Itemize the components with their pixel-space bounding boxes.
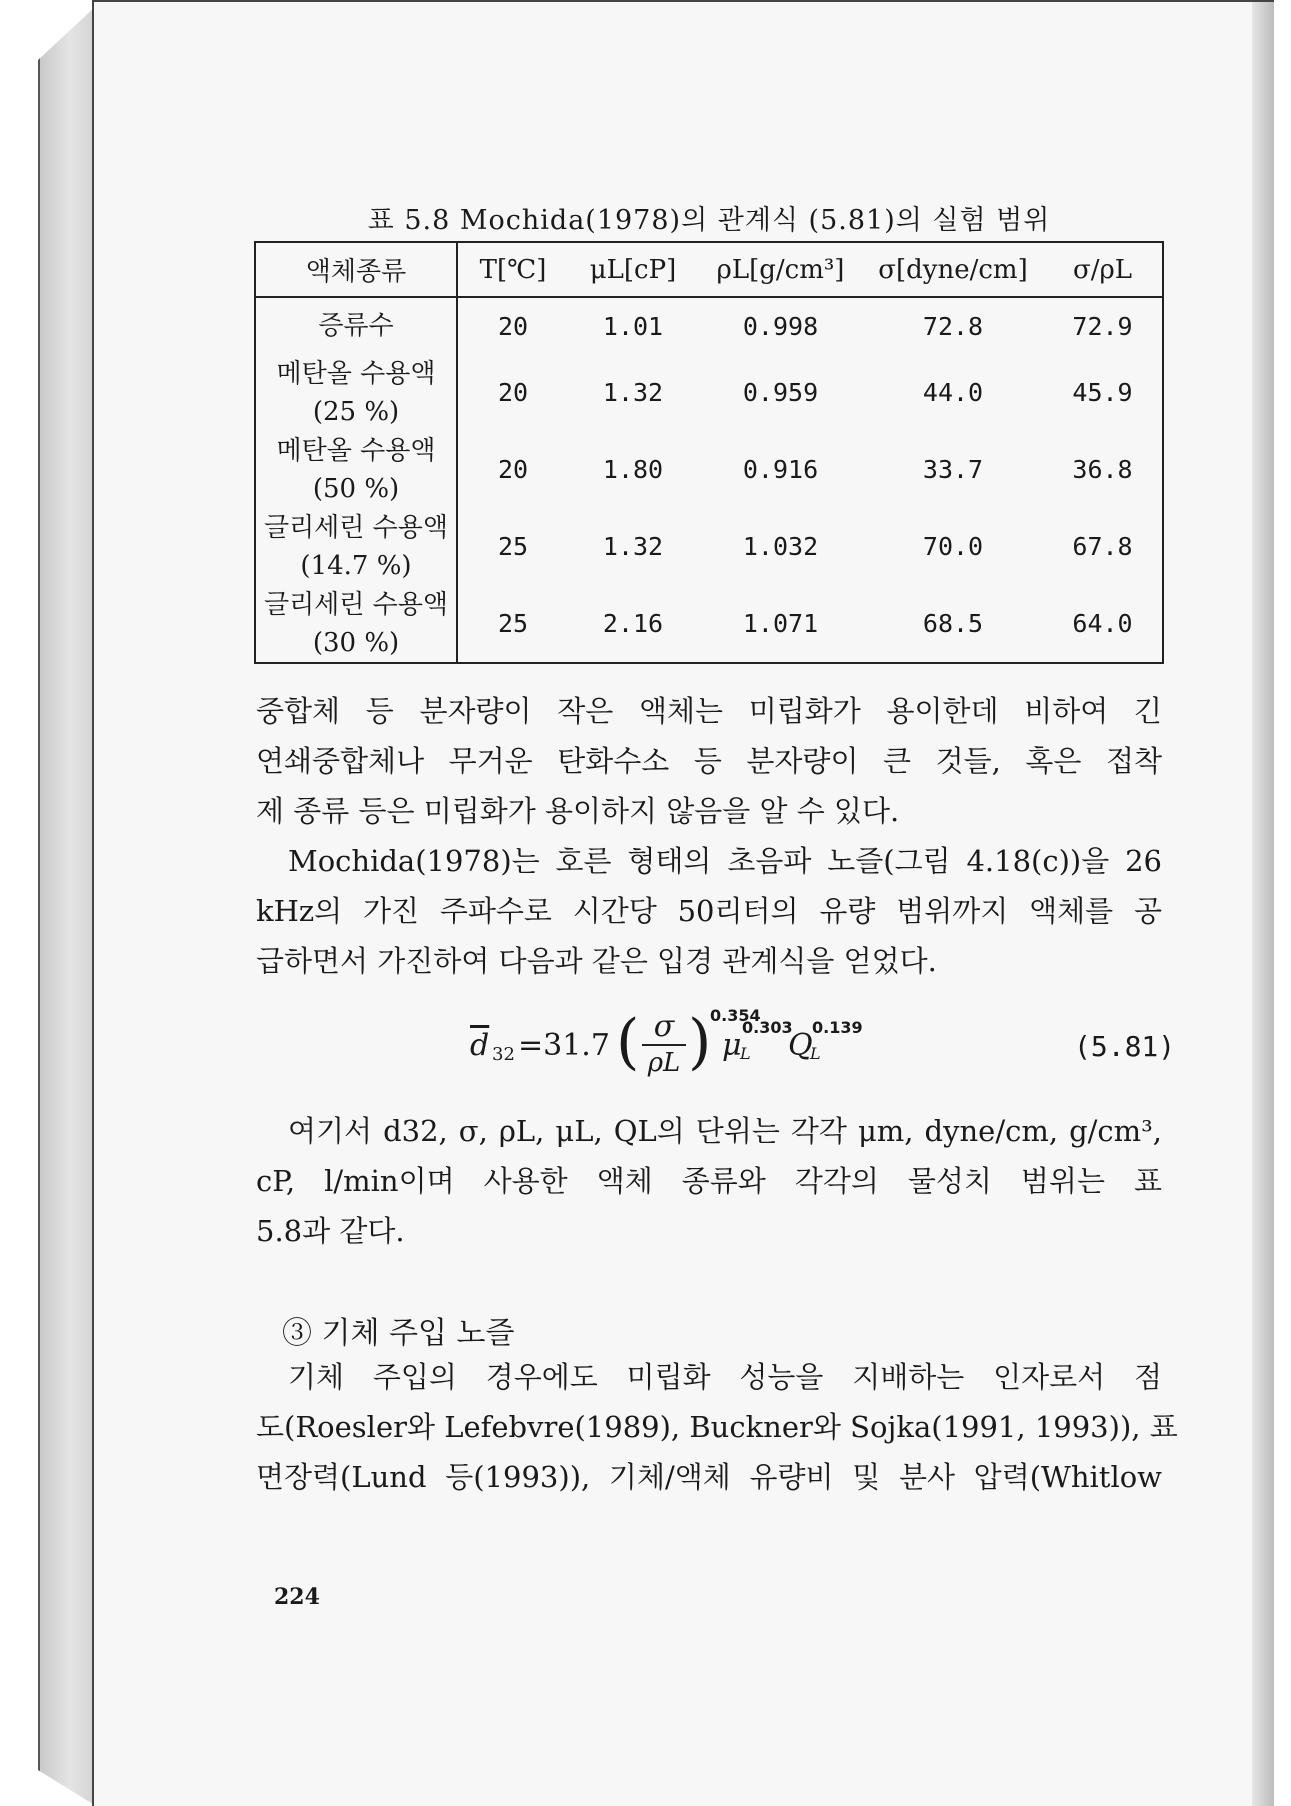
cell-ratio: 64.0: [1072, 609, 1133, 638]
eq-q-sub: L: [810, 1044, 821, 1063]
book-spine: [38, 6, 96, 1806]
cell-surface-tension: 68.5: [922, 609, 984, 638]
page-number: 224: [274, 1584, 320, 1610]
cell-viscosity: 1.32: [602, 378, 664, 407]
cell-viscosity: 1.32: [602, 532, 664, 561]
cell-viscosity: 1.80: [602, 455, 664, 484]
cell-liquid: 메탄올 수용액 (25 %): [255, 354, 457, 431]
eq-exponent-3: 0.139: [812, 1018, 863, 1037]
paragraph-2: [256, 836, 1162, 986]
equation-number: (5.81): [1074, 1030, 1176, 1063]
eq-lhs: $\overline{d}$: [470, 1028, 490, 1063]
cell-density: 0.959: [742, 378, 819, 407]
text-line: 제 종류 등은 미립화가 용이하지 않음을 알 수 있다.: [256, 794, 900, 828]
cell-temperature: 20: [497, 455, 529, 484]
cell-liquid: 글리세린 수용액 (30 %): [255, 585, 457, 663]
eq-coef: =31.7: [518, 1028, 610, 1063]
cell-ratio: 72.9: [1072, 311, 1133, 341]
eq-q: Q: [788, 1028, 813, 1063]
paragraph-1: [256, 686, 1162, 836]
text-line: 여기서 d32, σ, ρL, μL, QL의 단위는 각각 μm, dyne/cm, g/cm³,: [288, 1114, 1162, 1148]
header-density: ρL[g/cm³]: [698, 242, 863, 297]
eq-denominator: ρL: [647, 1048, 681, 1078]
page-edge: [1252, 2, 1274, 1806]
cell-ratio: 36.8: [1072, 455, 1133, 484]
text-line: 도(Roesler와 Lefebvre(1989), Buckner와 Sojka(1991, 1993)), 표: [256, 1410, 1178, 1444]
table-header-row: [255, 242, 1163, 297]
cell-temperature: 25: [497, 532, 529, 561]
text-line: 연쇄중합체나 무거운 탄화수소 등 분자량이 큰 것들, 혹은 접착: [256, 744, 1162, 778]
eq-exponent-1: 0.354: [710, 1006, 761, 1025]
text-line: 중합체 등 분자량이 작은 액체는 미립화가 용이한데 비하여 긴: [256, 694, 1162, 728]
text-line: 기체 주입의 경우에도 미립화 성능을 지배하는 인자로서 점: [288, 1360, 1162, 1394]
cell-temperature: 25: [497, 609, 529, 638]
text-line: cP, l/min이며 사용한 액체 종류와 각각의 물성치 범위는 표: [256, 1164, 1162, 1198]
eq-numerator: σ: [642, 1010, 686, 1046]
paragraph-3: [256, 1106, 1162, 1256]
cell-temperature: 20: [497, 311, 529, 341]
cell-surface-tension: 70.0: [922, 532, 984, 561]
cell-liquid: 메탄올 수용액 (50 %): [255, 431, 457, 508]
section-title: ③ 기체 주입 노즐: [282, 1316, 515, 1351]
text-line: 급하면서 가진하여 다음과 같은 입경 관계식을 얻었다.: [256, 944, 937, 978]
cell-density: 0.916: [742, 455, 819, 484]
eq-lhs-sub: 32: [492, 1044, 515, 1065]
cell-liquid: 글리세린 수용액 (14.7 %): [255, 508, 457, 585]
cell-surface-tension: 72.8: [922, 311, 984, 341]
eq-paren-right: ): [688, 1007, 712, 1077]
cell-density: 1.032: [742, 532, 819, 561]
header-temperature: T[℃]: [457, 242, 568, 297]
cell-temperature: 20: [497, 378, 529, 407]
cell-ratio: 67.8: [1072, 532, 1133, 561]
eq-mu: μ: [722, 1028, 742, 1063]
eq-mu-sub: L: [740, 1044, 751, 1063]
text-line: 면장력(Lund 등(1993)), 기체/액체 유량비 및 분사 압력(Whitlow: [256, 1460, 1162, 1494]
text-line: 5.8과 같다.: [256, 1214, 405, 1248]
cell-density: 1.071: [742, 609, 819, 638]
table-caption: 표 5.8 Mochida(1978)의 관계식 (5.81)의 실험 범위: [367, 205, 1051, 236]
cell-surface-tension: 44.0: [922, 378, 984, 407]
eq-exponent-2: 0.303: [742, 1018, 793, 1037]
cell-ratio: 45.9: [1072, 378, 1133, 407]
table-row: [255, 585, 1163, 663]
cell-density: 0.998: [742, 311, 819, 341]
header-viscosity: μL[cP]: [568, 242, 698, 297]
cell-liquid: 증류수: [255, 297, 457, 354]
properties-table: [254, 241, 1164, 664]
table-row: [255, 431, 1163, 508]
eq-paren-left: (: [616, 1007, 640, 1077]
header-surface-tension: σ[dyne/cm]: [863, 242, 1043, 297]
header-liquid-type: 액체종류: [255, 242, 457, 297]
paragraph-4: [256, 1352, 1178, 1502]
table-row: [255, 297, 1163, 354]
cell-viscosity: 2.16: [602, 609, 664, 638]
table-row: [255, 508, 1163, 585]
cell-viscosity: 1.01: [602, 311, 664, 341]
table-row: [255, 354, 1163, 431]
cell-surface-tension: 33.7: [922, 455, 984, 484]
text-line: Mochida(1978)는 호른 형태의 초음파 노즐(그림 4.18(c))을 26: [288, 844, 1162, 878]
text-line: kHz의 가진 주파수로 시간당 50리터의 유량 범위까지 액체를 공: [256, 894, 1162, 928]
header-ratio: σ/ρL: [1043, 242, 1163, 297]
